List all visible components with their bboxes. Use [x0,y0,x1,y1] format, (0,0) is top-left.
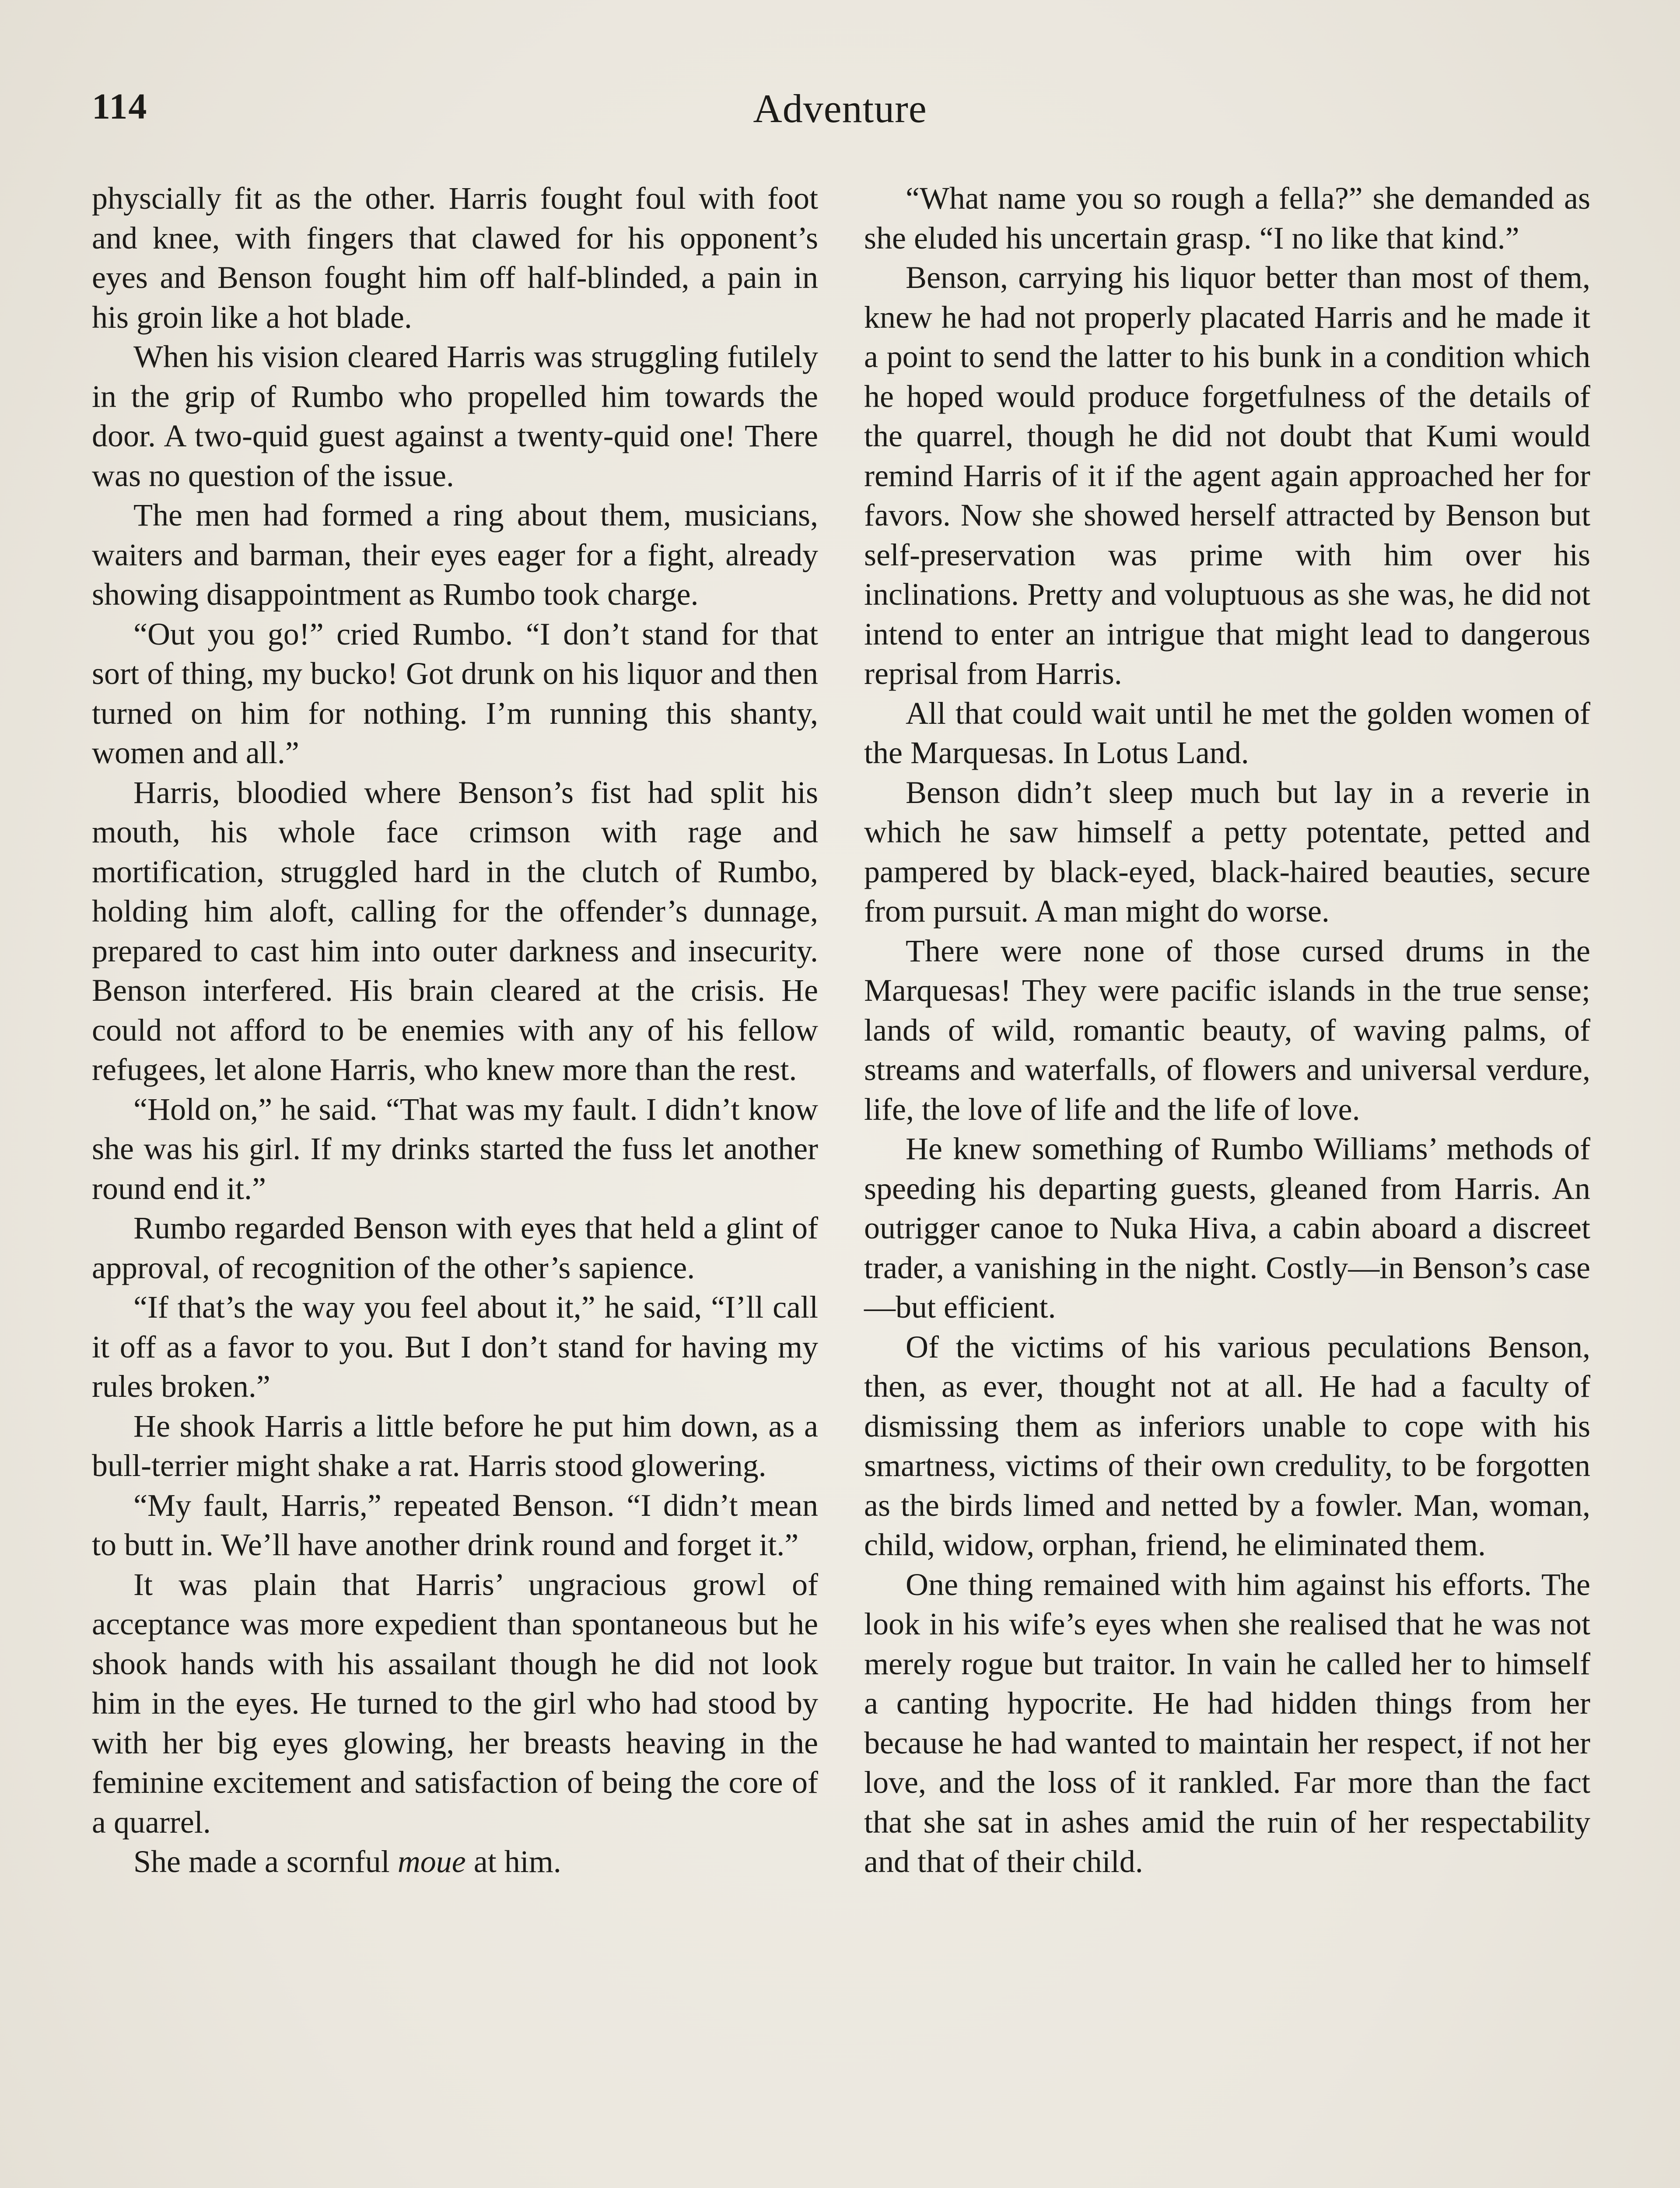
paragraph: All that could wait until he met the golden women of the Marquesas. In Lotus Land. [864,695,1590,770]
page-number: 114 [92,86,148,127]
paragraph: “What name you so rough a fella?” she demanded as she eluded his uncertain grasp. “I no like that kind.” [864,181,1590,256]
paragraph: Rumbo regarded Benson with eyes that held a glint of approval, of recognition of the other’s sapience. [92,1210,818,1285]
paragraph: Harris, bloodied where Benson’s fist had split his mouth, his whole face crimson with rage and mortification, struggled hard in the clutch of Rumbo, holding him aloft, calling for the offender’s dunnage, prepared to cast him into outer darkness and insecurity. Benson interfered. His brain cleared at the crisis. He could not afford to be enemies with any of his fellow refugees, let alone Harris, who knew more than the rest. [92,775,818,1087]
paragraph: There were none of those cursed drums in the Marquesas! They were pacific islands in the true sense; lands of wild, romantic beauty, of waving palms, of streams and waterfalls, of flowers and universal verdure, life, the love of life and the life of love. [864,933,1590,1127]
page-header [0,77,1680,142]
right-column [864,179,1590,1882]
paragraph: One thing remained with him against his efforts. The look in his wife’s eyes when she realised that he was not merely rogue but traitor. In vain he called her to himself a canting hypocrite. He had hidden things from her because he had wanted to maintain her respect, if not her love, and the loss of it rankled. Far more than the fact that she sat in ashes amid the ruin of her respectability and that of their child. [864,1567,1590,1879]
text-run: at him. [466,1844,561,1879]
paragraph: “Hold on,” he said. “That was my fault. I didn’t know she was his girl. If my drinks started the fuss let another round end it.” [92,1091,818,1206]
left-column [92,179,818,1882]
paragraph: physcially fit as the other. Harris fought foul with foot and knee, with fingers that clawed for his opponent’s eyes and Benson fought him off half-blinded, a pain in his groin like a hot blade. [92,181,818,335]
italic-word: moue [397,1844,466,1879]
paragraph: He knew something of Rumbo Williams’ methods of speeding his departing guests, gleaned from Harris. An outrigger canoe to Nuka Hiva, a cabin aboard a discreet trader, a vanishing in the night. Costly—in Benson’s case—but efficient. [864,1131,1590,1325]
paragraph: It was plain that Harris’ ungracious growl of acceptance was more expedient than spontaneous but he shook hands with his assailant though he did not look him in the eyes. He turned to the girl who had stood by with her big eyes glowing, her breasts heaving in the feminine excitement and satisfaction of being the core of a quarrel. [92,1567,818,1840]
text-run: She made a scornful [133,1844,398,1879]
paragraph: “If that’s the way you feel about it,” he said, “I’ll call it off as a favor to you. But I don’t stand for having my rules broken.” [92,1290,818,1404]
paragraph: When his vision cleared Harris was struggling futilely in the grip of Rumbo who propelled him towards the door. A two-quid guest against a twenty-quid one! There was no question of the issue. [92,339,818,493]
paragraph: Of the victims of his various peculations Benson, then, as ever, thought not at all. He had a faculty of dismissing them as inferiors unable to cope with his smartness, victims of their own credulity, to be forgotten as the birds limed and netted by a fowler. Man, woman, child, widow, orphan, friend, he eliminated them. [864,1329,1590,1562]
paragraph: “My fault, Harris,” repeated Benson. “I didn’t mean to butt in. We’ll have another drink round and forget it.” [92,1487,818,1562]
paragraph: He shook Harris a little before he put him down, as a bull-terrier might shake a rat. Harris stood glowering. [92,1408,818,1483]
paragraph: Benson, carrying his liquor better than most of them, knew he had not properly placated Harris and he made it a point to send the latter to his bunk in a condition which he hoped would produce forgetfulness of the details of the quarrel, though he did not doubt that Kumi would remind Harris of it if the agent again approached her for favors. Now she showed herself attracted by Benson but self-preservation was prime with him over his inclinations. Pretty and voluptuous as she was, he did not intend to enter an intrigue that might lead to dangerous reprisal from Harris. [864,260,1590,691]
paragraph: “Out you go!” cried Rumbo. “I don’t stand for that sort of thing, my bucko! Got drunk on his liquor and then turned on him for nothing. I’m running this shanty, women and all.” [92,616,818,770]
paragraph-last [92,1842,818,1882]
paragraph: Benson didn’t sleep much but lay in a reverie in which he saw himself a petty potentate, petted and pampered by black-eyed, black-haired beauties, secure from pursuit. A man might do worse. [864,775,1590,929]
magazine-title: Adventure [753,86,927,131]
paragraph: The men had formed a ring about them, musicians, waiters and barman, their eyes eager for a fight, already showing disappointment as Rumbo took charge. [92,498,818,612]
